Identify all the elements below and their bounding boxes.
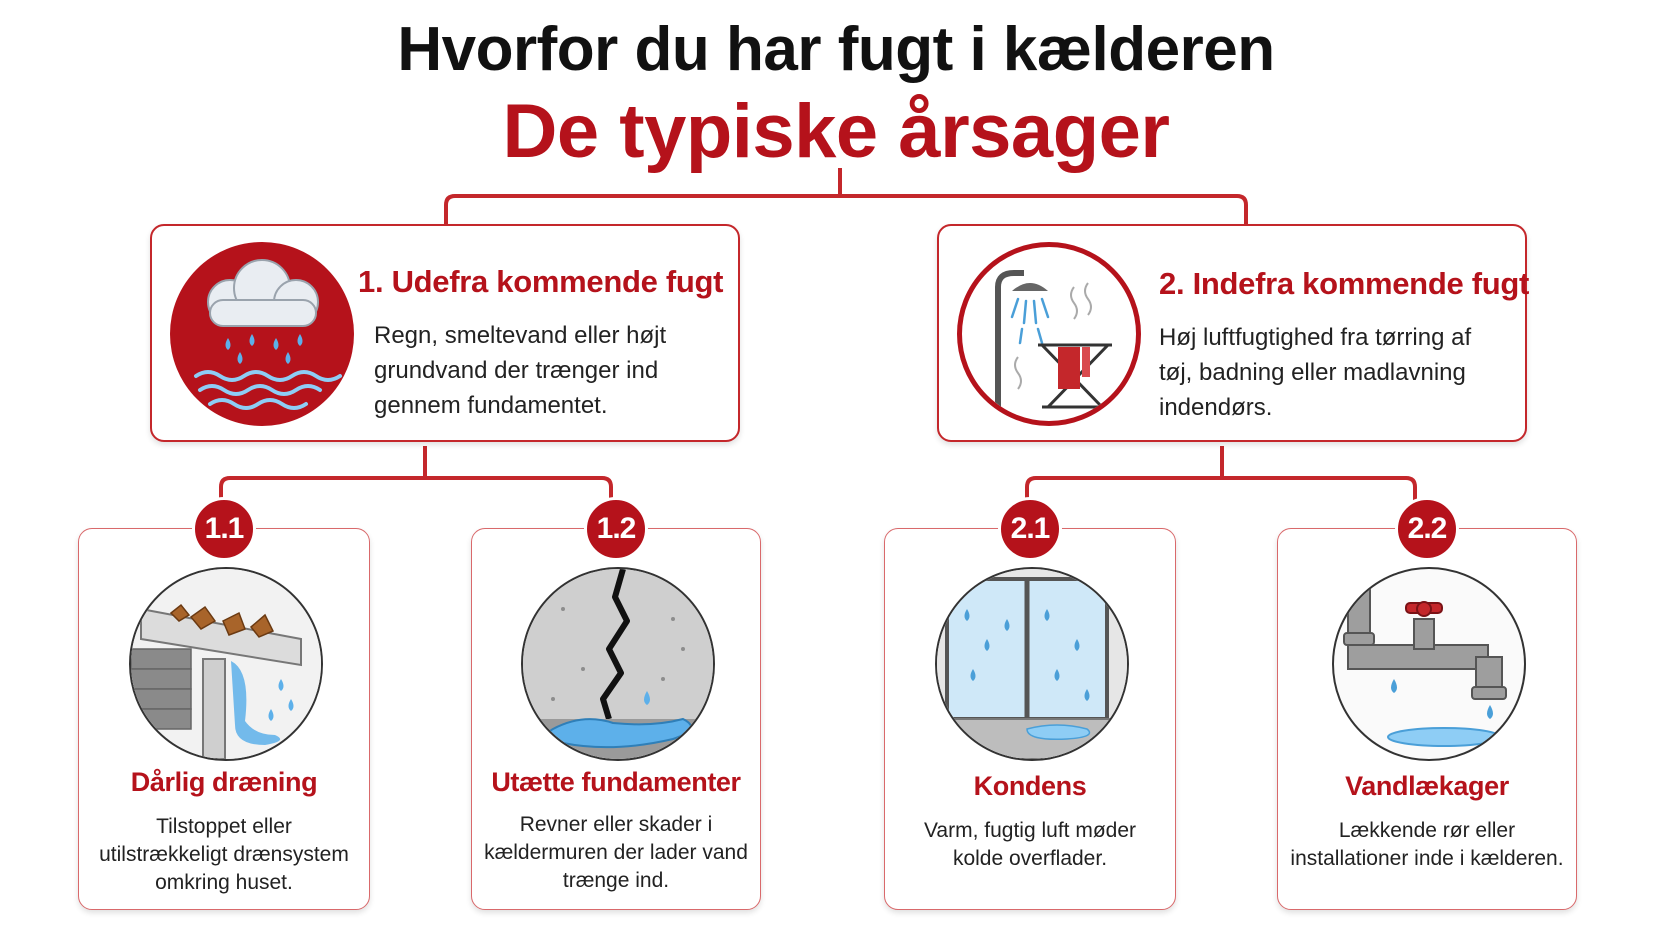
shower-drying-rack-icon (957, 242, 1141, 426)
sub-cause-description: Tilstoppet eller utilstrækkeligt drænsystem omkring huset. (99, 815, 349, 894)
sub-cause-title: Utætte fundamenter (491, 767, 741, 797)
sub-cause-number: 2.1 (998, 497, 1062, 561)
connector-right-split (1027, 478, 1415, 512)
sub-cause-card (471, 512, 761, 910)
sub-cause-description: Revner eller skader i kældermuren der lader vand trænge ind. (484, 813, 748, 892)
sub-cause-number: 1.2 (584, 497, 648, 561)
sub-cause-title: Vandlækager (1345, 771, 1509, 801)
page-title: Hvorfor du har fugt i kælderen (397, 15, 1275, 84)
sub-cause-number: 2.2 (1395, 497, 1459, 561)
sub-cause-description: Lækkende rør eller installationer inde i kælderen. (1290, 819, 1564, 870)
leaking-pipe-icon (1332, 567, 1526, 761)
sub-cause-card (1277, 512, 1577, 910)
sub-cause-title: Dårlig dræning (130, 767, 318, 797)
page-subtitle: De typiske årsager (502, 89, 1170, 174)
cause-title: 2. Indefra kommende fugt (1159, 266, 1530, 301)
connector-top-branch (446, 196, 1246, 226)
cause-card-indoor (937, 224, 1530, 442)
rain-cloud-icon (170, 242, 354, 426)
condensation-window-icon (935, 567, 1129, 761)
cause-title: 1. Udefra kommende fugt (358, 264, 724, 299)
cause-card-outdoor (150, 224, 740, 442)
sub-cause-number: 1.1 (192, 497, 256, 561)
cause-description: Høj luftfugtighed fra tørring af tøj, badning eller madlavning indendørs. (1159, 324, 1472, 421)
connector-left-split (221, 478, 611, 512)
sub-cause-card (78, 512, 370, 910)
sub-cause-card (884, 512, 1176, 910)
cracked-wall-icon (521, 567, 715, 761)
cause-description: Regn, smeltevand eller højt grundvand der trænger ind gennem fundamentet. (374, 322, 667, 419)
clogged-gutter-icon (129, 567, 323, 761)
sub-cause-title: Kondens (973, 771, 1087, 801)
sub-cause-description: Varm, fugtig luft møder kolde overflader. (923, 819, 1136, 870)
